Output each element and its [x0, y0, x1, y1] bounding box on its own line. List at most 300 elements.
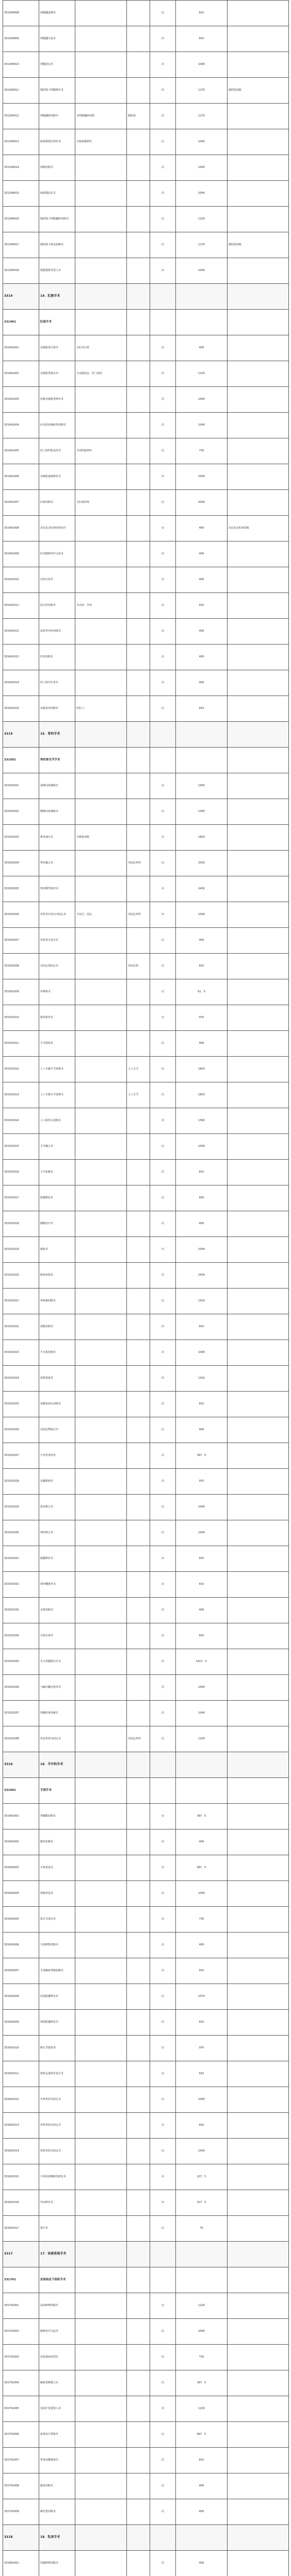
item-exclusion-cell	[127, 2370, 150, 2396]
item-code-cell: 331601010	[3, 2036, 39, 2061]
table-row	[3, 928, 289, 954]
item-price-cell: 2430	[176, 1263, 228, 1289]
item-price-cell: 400	[176, 516, 228, 541]
item-exclusion-cell	[127, 335, 150, 361]
item-note-cell	[228, 2499, 289, 2525]
table-row	[3, 1417, 289, 1443]
item-unit-cell: 次	[150, 1907, 176, 1933]
table-row	[3, 2216, 289, 2242]
item-content-cell	[75, 2499, 127, 2525]
item-content-cell	[75, 2525, 127, 2551]
item-code-cell: 331601012	[3, 2087, 39, 2113]
item-note-cell	[228, 1134, 289, 1160]
item-exclusion-cell	[127, 1907, 150, 1933]
item-price-cell: 810	[176, 1160, 228, 1185]
item-content-cell	[75, 1726, 127, 1752]
item-unit-cell: 次	[150, 1185, 176, 1211]
item-note-cell	[228, 1907, 289, 1933]
item-price-cell: 400	[176, 335, 228, 361]
item-code-cell: 331304014	[3, 155, 39, 181]
item-code-cell: 331501027	[3, 1443, 39, 1469]
item-name-cell: 18．乳房手术	[39, 2525, 75, 2551]
item-unit-cell: 次	[150, 1701, 176, 1726]
item-exclusion-cell	[127, 1314, 150, 1340]
item-name-cell: 乳腺肿物切除术	[39, 2551, 75, 2576]
section-row	[3, 1752, 289, 1778]
item-name-cell: 网膜囊引流术	[39, 26, 75, 52]
item-content-cell	[75, 928, 127, 954]
table-row	[3, 1366, 289, 1392]
item-content-cell	[75, 2319, 127, 2345]
item-exclusion-cell	[127, 1933, 150, 1958]
item-name-cell: 腰椎间盘摘除术	[39, 799, 75, 825]
item-unit-cell	[150, 310, 176, 335]
item-content-cell	[75, 722, 127, 748]
item-name-cell: 人工股骨头置换术	[39, 1108, 75, 1134]
table-row	[3, 1392, 289, 1417]
item-code-cell: 331601009	[3, 2010, 39, 2036]
subsection-row	[3, 1778, 289, 1804]
item-unit-cell: 次	[150, 1623, 176, 1649]
item-unit-cell: 次	[150, 1855, 176, 1881]
table-row	[3, 361, 289, 387]
item-content-cell	[75, 1829, 127, 1855]
item-content-cell	[75, 78, 127, 104]
item-unit-cell: 次	[150, 1933, 176, 1958]
item-name-cell: 肛裂切除术	[39, 645, 75, 670]
item-note-cell	[228, 438, 289, 464]
item-note-cell	[228, 207, 289, 232]
item-exclusion-cell	[127, 1649, 150, 1675]
item-unit-cell: 次	[150, 902, 176, 928]
table-row	[3, 2010, 289, 2036]
table-row	[3, 1289, 289, 1314]
item-content-cell	[75, 1417, 127, 1443]
item-exclusion-cell	[127, 1392, 150, 1417]
item-content-cell: 含椎板切除	[75, 825, 127, 851]
item-price-cell: 400	[176, 1211, 228, 1237]
table-row	[3, 1108, 289, 1134]
item-price-cell: 400	[176, 2551, 228, 2576]
item-name-cell: 腕管松解术	[39, 1829, 75, 1855]
item-content-cell	[75, 2448, 127, 2473]
item-price-cell: 810	[176, 1392, 228, 1417]
item-price-cell: 400	[176, 1598, 228, 1623]
item-code-cell: 331401001	[3, 335, 39, 361]
table-row	[3, 541, 289, 567]
item-note-cell	[228, 851, 289, 876]
item-note-cell	[228, 2087, 289, 2113]
item-code-cell: 331501033	[3, 1598, 39, 1623]
item-content-cell	[75, 1804, 127, 1829]
item-code-cell: 331601016	[3, 2190, 39, 2216]
item-price-cell	[176, 310, 228, 335]
item-code-cell: 331501026	[3, 1417, 39, 1443]
item-content-cell	[75, 464, 127, 490]
item-exclusion-cell	[127, 1417, 150, 1443]
item-note-cell	[228, 361, 289, 387]
item-code-cell: 3317	[3, 2242, 39, 2267]
item-content-cell	[75, 1675, 127, 1701]
item-note-cell	[228, 1649, 289, 1675]
item-name-cell: 掌骨骨折内固定术	[39, 2113, 75, 2139]
item-name-cell: 网膜切除术	[39, 155, 75, 181]
item-unit-cell: 次	[150, 1829, 176, 1855]
item-note-cell	[228, 748, 289, 773]
item-price-cell: 400	[176, 1933, 228, 1958]
item-exclusion-cell	[127, 1031, 150, 1057]
item-note-cell	[228, 2525, 289, 2551]
item-name-cell: 人工全膝关节置换术	[39, 1082, 75, 1108]
item-name-cell: 肠系膜裂孔修补术	[39, 129, 75, 155]
table-row	[3, 2190, 289, 2216]
item-unit-cell: 次	[150, 490, 176, 516]
item-name-cell: 高位复杂肛瘘挂线治疗	[39, 516, 75, 541]
item-price-cell	[176, 1752, 228, 1778]
item-note-cell	[228, 1289, 289, 1314]
item-price-cell: 1170	[176, 104, 228, 129]
item-name-cell: 先天性髋脱位手术	[39, 1649, 75, 1675]
item-price-cell: 1820	[176, 1082, 228, 1108]
item-exclusion-cell	[127, 2036, 150, 2061]
item-exclusion-cell	[127, 258, 150, 284]
table-row	[3, 490, 289, 516]
table-row	[3, 1598, 289, 1623]
item-content-cell	[75, 26, 127, 52]
item-content-cell	[75, 1881, 127, 1907]
item-content-cell: 含肠系膜修补	[75, 129, 127, 155]
item-note-cell	[228, 1, 289, 26]
item-exclusion-cell	[127, 928, 150, 954]
subsection-row	[3, 748, 289, 773]
item-content-cell	[75, 645, 127, 670]
item-unit-cell: 次	[150, 258, 176, 284]
item-price-cell: 400	[176, 1829, 228, 1855]
item-note-cell	[228, 954, 289, 979]
item-content-cell	[75, 1211, 127, 1237]
item-name-cell: 浅表肿物切除术	[39, 2293, 75, 2319]
item-unit-cell: 次	[150, 541, 176, 567]
item-name-cell: 舟骨骨折内固定术	[39, 2087, 75, 2113]
item-price-cell: 810	[176, 2448, 228, 2473]
item-unit-cell	[150, 722, 176, 748]
item-exclusion-cell	[127, 2319, 150, 2345]
item-exclusion-cell	[127, 1495, 150, 1520]
item-name-cell: 腹腔镜下粘连松解术	[39, 232, 75, 258]
item-exclusion-cell	[127, 78, 150, 104]
item-code-cell: 331701008	[3, 2473, 39, 2499]
table-row	[3, 1057, 289, 1082]
item-price-cell: 1220	[176, 2293, 228, 2319]
item-content-cell	[75, 1701, 127, 1726]
table-row	[3, 181, 289, 207]
item-price-cell: 1040	[176, 413, 228, 438]
item-code-cell: 331501018	[3, 1211, 39, 1237]
item-unit-cell: 次	[150, 1160, 176, 1185]
item-exclusion-cell	[127, 1108, 150, 1134]
item-price-cell: 1040	[176, 258, 228, 284]
item-note-cell	[228, 490, 289, 516]
item-note-cell	[228, 1829, 289, 1855]
item-code-cell: 331501024	[3, 1366, 39, 1392]
item-note-cell	[228, 876, 289, 902]
item-name-cell: 脊髓栓系松解术	[39, 1701, 75, 1726]
item-unit-cell: 次	[150, 1031, 176, 1057]
item-unit-cell: 次	[150, 361, 176, 387]
item-unit-cell: 次	[150, 1263, 176, 1289]
table-row	[3, 2370, 289, 2396]
item-price-cell: 1170	[176, 232, 228, 258]
item-name-cell: 指关节成形术	[39, 1907, 75, 1933]
item-name-cell: 并指分离术	[39, 1623, 75, 1649]
item-code-cell: 331601006	[3, 1933, 39, 1958]
item-price-cell: 730	[176, 2345, 228, 2370]
item-name-cell: 椎管减压术	[39, 825, 75, 851]
subsection-row	[3, 310, 289, 335]
item-name-cell: 断指再植术	[39, 1263, 75, 1289]
item-price-cell: 400	[176, 645, 228, 670]
item-content-cell	[75, 310, 127, 335]
item-note-cell	[228, 541, 289, 567]
table-row	[3, 1804, 289, 1829]
item-unit-cell: 次	[150, 2010, 176, 2036]
item-code-cell: 331501021	[3, 1289, 39, 1314]
item-exclusion-cell	[127, 2473, 150, 2499]
item-price-cell: 2030	[176, 490, 228, 516]
item-exclusion-cell	[127, 825, 150, 851]
table-row	[3, 1572, 289, 1598]
item-name-cell: 掌腱膜切除术	[39, 1804, 75, 1829]
item-name-cell: 骨移植术	[39, 979, 75, 1005]
item-code-cell: 331401011	[3, 593, 39, 619]
item-price-cell: 1220	[176, 361, 228, 387]
item-unit-cell: 次	[150, 1675, 176, 1701]
item-exclusion-cell	[127, 2499, 150, 2525]
item-content-cell	[75, 1057, 127, 1082]
table-row	[3, 2087, 289, 2113]
item-unit-cell: 次	[150, 2551, 176, 2576]
table-row	[3, 207, 289, 232]
item-unit-cell: 次	[150, 78, 176, 104]
table-row	[3, 1495, 289, 1520]
item-note-cell	[228, 387, 289, 413]
item-unit-cell: 次	[150, 26, 176, 52]
item-exclusion-cell	[127, 1829, 150, 1855]
item-price-cell	[176, 722, 228, 748]
item-unit-cell: 次	[150, 619, 176, 645]
item-code-cell: 331601013	[3, 2113, 39, 2139]
item-unit-cell: 次	[150, 2061, 176, 2087]
item-exclusion-cell	[127, 2396, 150, 2422]
item-price-cell: 1040	[176, 1340, 228, 1366]
item-price-cell: 400	[176, 2473, 228, 2499]
item-note-cell	[228, 1108, 289, 1134]
item-content-cell	[75, 1031, 127, 1057]
item-content-cell	[75, 2293, 127, 2319]
item-price-cell: 1560	[176, 799, 228, 825]
table-row	[3, 1082, 289, 1108]
item-unit-cell: 次	[150, 1726, 176, 1752]
item-price-cell: 400	[176, 1417, 228, 1443]
item-code-cell: 331501017	[3, 1185, 39, 1211]
item-unit-cell: 次	[150, 670, 176, 696]
item-exclusion-cell	[127, 1160, 150, 1185]
item-note-cell	[228, 2422, 289, 2448]
item-price-cell: 810	[176, 1623, 228, 1649]
item-content-cell: 含内痔、外痔	[75, 593, 127, 619]
table-row	[3, 1855, 289, 1881]
item-name-cell: 腹腔镜下网膜修补术	[39, 78, 75, 104]
item-price-cell: 1040	[176, 902, 228, 928]
item-unit-cell: 次	[150, 438, 176, 464]
item-exclusion-cell	[127, 2087, 150, 2113]
item-note-cell	[228, 1314, 289, 1340]
item-name-cell: 经腹直肠脱垂修补术	[39, 387, 75, 413]
table-row	[3, 1881, 289, 1907]
item-exclusion-cell	[127, 645, 150, 670]
item-price-cell: 1170	[176, 78, 228, 104]
item-content-cell	[75, 1520, 127, 1546]
table-row	[3, 1829, 289, 1855]
item-content-cell	[75, 2345, 127, 2370]
item-price-cell: 810	[176, 1, 228, 26]
item-exclusion-cell	[127, 2113, 150, 2139]
item-note-cell	[228, 1366, 289, 1392]
item-price-cell: 810	[176, 954, 228, 979]
item-code-cell: 3315	[3, 722, 39, 748]
item-name-cell: 多指切除术	[39, 1598, 75, 1623]
item-note-cell	[228, 2010, 289, 2036]
table-row	[3, 2499, 289, 2525]
item-code-cell: 331304008	[3, 1, 39, 26]
table-row	[3, 799, 289, 825]
item-price-cell: 1070	[176, 1984, 228, 2010]
item-exclusion-cell	[127, 1546, 150, 1572]
item-content-cell	[75, 1572, 127, 1598]
item-code-cell: 331304009	[3, 26, 39, 52]
item-exclusion-cell: 内固定材料	[127, 1726, 150, 1752]
table-row	[3, 825, 289, 851]
item-unit-cell: 次	[150, 2370, 176, 2396]
item-price-cell: 1040	[176, 464, 228, 490]
item-code-cell: 331501	[3, 748, 39, 773]
item-price-cell: 400	[176, 670, 228, 696]
item-name-cell: 肛肠手术	[39, 310, 75, 335]
item-note-cell	[228, 1933, 289, 1958]
item-price-cell: 1417．5	[176, 1649, 228, 1675]
item-name-cell: 伸指肌腱修复术	[39, 2010, 75, 2036]
item-name-cell: 骨肿瘤切除术	[39, 1289, 75, 1314]
item-code-cell: 331501023	[3, 1340, 39, 1366]
item-exclusion-cell	[127, 2345, 150, 2370]
item-exclusion-cell	[127, 1263, 150, 1289]
item-unit-cell: 次	[150, 129, 176, 155]
item-code-cell: 331601	[3, 1778, 39, 1804]
item-price-cell: 400	[176, 1031, 228, 1057]
item-unit-cell: 次	[150, 2190, 176, 2216]
table-row	[3, 2139, 289, 2164]
item-note-cell	[228, 1211, 289, 1237]
item-exclusion-cell	[127, 1701, 150, 1726]
item-note-cell	[228, 645, 289, 670]
item-code-cell: 331304017	[3, 232, 39, 258]
item-name-cell: 内固定物取出术	[39, 1417, 75, 1443]
item-price-cell	[176, 284, 228, 310]
item-name-cell: 神经吻合术	[39, 1520, 75, 1546]
item-note-cell	[228, 1701, 289, 1726]
item-exclusion-cell	[127, 516, 150, 541]
item-note-cell	[228, 2113, 289, 2139]
item-price-cell: 810	[176, 1958, 228, 1984]
item-note-cell	[228, 1520, 289, 1546]
item-unit-cell: 次	[150, 696, 176, 722]
item-exclusion-cell	[127, 1443, 150, 1469]
item-code-cell: 331501025	[3, 1392, 39, 1417]
item-content-cell	[75, 1958, 127, 1984]
item-exclusion-cell	[127, 619, 150, 645]
item-note-cell	[228, 1082, 289, 1108]
item-name-cell: 直肠脱垂注射术	[39, 335, 75, 361]
item-unit-cell: 次	[150, 1237, 176, 1263]
item-exclusion-cell: 人工关节	[127, 1082, 150, 1108]
item-content-cell	[75, 1263, 127, 1289]
item-code-cell: 331304010	[3, 52, 39, 78]
section-row	[3, 722, 289, 748]
item-unit-cell: 次	[150, 1134, 176, 1160]
table-row	[3, 516, 289, 541]
table-row	[3, 2396, 289, 2422]
subsection-row	[3, 2267, 289, 2293]
item-price-cell: 70	[176, 2216, 228, 2242]
item-price-cell: 400	[176, 567, 228, 593]
item-price-cell: 810	[176, 593, 228, 619]
item-code-cell: 331501035	[3, 1649, 39, 1675]
item-code-cell: 331501011	[3, 1031, 39, 1057]
item-exclusion-cell	[127, 2448, 150, 2473]
item-content-cell	[75, 1005, 127, 1031]
item-price-cell: 400	[176, 2499, 228, 2525]
item-note-cell	[228, 619, 289, 645]
item-unit-cell: 次	[150, 2113, 176, 2139]
item-content-cell	[75, 2164, 127, 2190]
item-content-cell	[75, 258, 127, 284]
table-row	[3, 2293, 289, 2319]
item-name-cell: 肛周脓肿切开引流术	[39, 541, 75, 567]
item-price-cell: 1040	[176, 1237, 228, 1263]
item-content-cell	[75, 1, 127, 26]
item-name-cell: 皮瓣移植术	[39, 1469, 75, 1495]
item-content-cell	[75, 619, 127, 645]
item-unit-cell: 次	[150, 2473, 176, 2499]
item-content-cell	[75, 1160, 127, 1185]
item-note-cell	[228, 1623, 289, 1649]
item-exclusion-cell	[127, 1366, 150, 1392]
item-code-cell: 331501020	[3, 1263, 39, 1289]
item-name-cell: 直肠息肉切除术	[39, 696, 75, 722]
table-row	[3, 413, 289, 438]
item-exclusion-cell	[127, 670, 150, 696]
item-content-cell	[75, 1778, 127, 1804]
item-code-cell: 331501036	[3, 1675, 39, 1701]
item-note-cell	[228, 2164, 289, 2190]
item-price-cell: 970	[176, 1005, 228, 1031]
item-unit-cell	[150, 2267, 176, 2293]
item-exclusion-cell	[127, 1598, 150, 1623]
item-code-cell: 331401008	[3, 516, 39, 541]
item-exclusion-cell	[127, 979, 150, 1005]
item-price-cell: 1220	[176, 1726, 228, 1752]
item-content-cell: 含肛周注射	[75, 335, 127, 361]
